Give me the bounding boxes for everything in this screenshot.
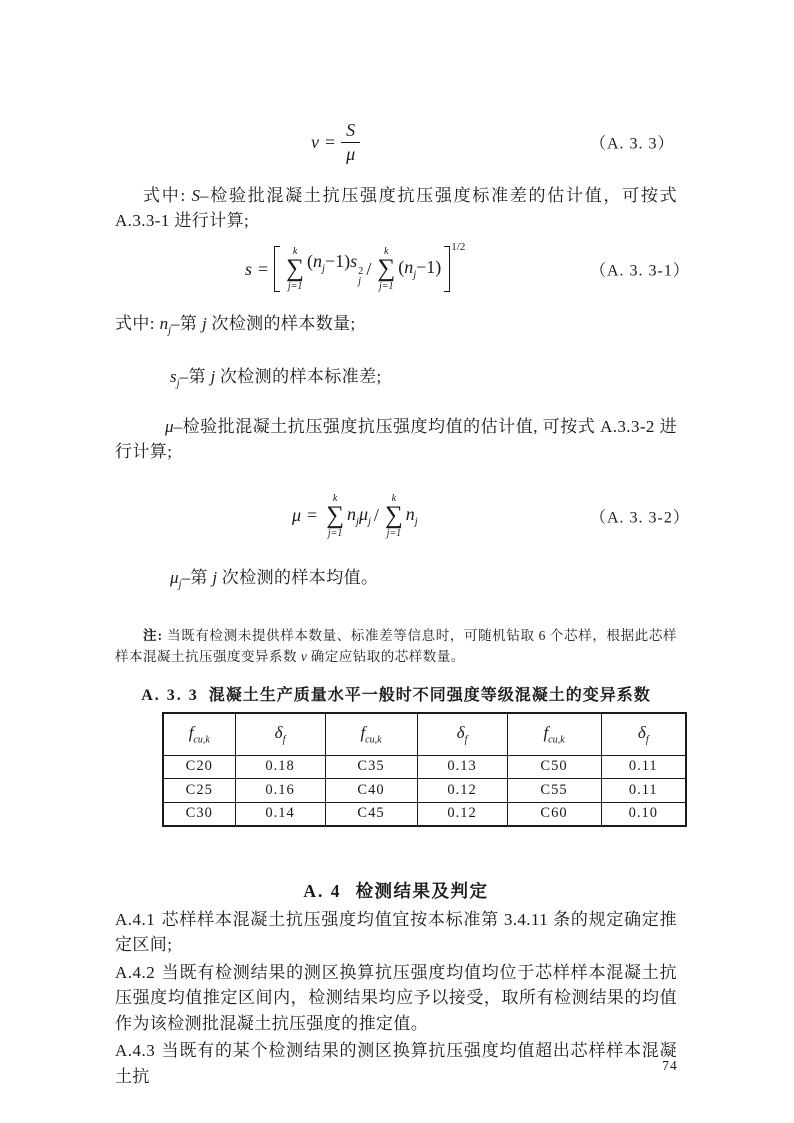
clause-number: A.4.1 — [115, 909, 156, 929]
sup-2: 2 — [358, 265, 364, 277]
sum-upper-limit: k — [384, 246, 389, 258]
sum-lower-limit: j=1 — [379, 280, 394, 292]
page-content — [115, 0, 690, 1089]
formula-a33 — [115, 116, 677, 168]
page-number: 74 — [662, 1058, 678, 1073]
cell-grade: C30 — [163, 802, 235, 826]
cell-grade: C25 — [163, 779, 235, 803]
formula-a331-expression — [245, 241, 466, 292]
var-mu: μ — [358, 503, 368, 524]
clause-number: A.4.3 — [115, 1041, 156, 1061]
clause-text: 当既有检测结果的测区换算抗压强度均值均位于芯样样本混凝土抗压强度均值推定区间内，检测结果均应予以接受，取所有检测结果的均值作为该检测批混凝土抗压强度的推定值。 — [115, 962, 677, 1033]
paren: ( — [307, 250, 313, 271]
section-heading-a4 — [115, 878, 677, 903]
var-j: j — [212, 567, 218, 587]
table-title — [115, 682, 677, 705]
s-definition-text: –检验批混凝土抗压强度抗压强度标准差的估计值，可按式 A.3.3-1 进行计算; — [115, 186, 677, 230]
cell-coefficient: 0.12 — [417, 779, 507, 803]
dash-di: –第 — [181, 567, 213, 587]
fraction — [341, 120, 360, 164]
term-2 — [398, 257, 441, 281]
formula-a331 — [115, 239, 690, 299]
sum-upper-limit: k — [391, 492, 397, 504]
equals-sign: = — [325, 131, 336, 152]
cell-grade: C45 — [325, 802, 417, 826]
cell-coefficient: 0.14 — [235, 802, 325, 826]
cell-coefficient: 0.16 — [235, 779, 325, 803]
term-1 — [307, 251, 363, 288]
table-title-text: 混凝土生产质量水平一般时不同强度等级混凝土的变异系数 — [208, 687, 651, 705]
sub-j: j — [176, 378, 180, 390]
paragraph-s-definition — [115, 183, 677, 233]
paragraph-mu-definition — [115, 414, 677, 464]
header-delta-f: $\delta_f$ — [235, 713, 325, 755]
table-row — [163, 802, 686, 826]
sigma-glyph: ∑ — [377, 255, 396, 283]
var-n: n — [405, 503, 415, 524]
term-1 — [347, 504, 371, 528]
shizhong-label: 式中: — [115, 314, 160, 333]
cell-coefficient: 0.11 — [601, 755, 686, 779]
sigma-glyph: ∑ — [384, 501, 403, 529]
cell-grade: C20 — [163, 755, 235, 779]
sum-lower-limit: j=1 — [327, 527, 343, 539]
minus-one: −1) — [324, 250, 351, 271]
equals-sign: = — [307, 505, 318, 526]
note-text-2: 确定应钻取的芯样数量。 — [306, 649, 465, 665]
table-header-row — [163, 713, 686, 755]
left-bracket — [274, 246, 280, 292]
var-n: n — [347, 503, 357, 524]
section-number: A. 4 — [303, 880, 342, 901]
sigma-glyph: ∑ — [286, 255, 304, 283]
formula-label-a331: （A. 3. 3-1） — [590, 262, 690, 280]
clause-a43 — [115, 1038, 677, 1089]
cell-coefficient: 0.13 — [417, 755, 507, 779]
formula-a332-expression — [292, 493, 418, 539]
header-fcuk: $f_{cu,k}$ — [163, 713, 235, 755]
sj-definition-text: 次检测的样本标准差; — [215, 367, 382, 387]
term-2 — [406, 504, 418, 528]
clause-text: 当既有的某个检测结果的测区换算抗压强度均值超出芯样样本混凝土抗 — [115, 1041, 677, 1086]
cell-grade: C55 — [507, 779, 601, 803]
table-row — [163, 779, 686, 803]
exponent-half: 1/2 — [451, 241, 466, 254]
equals-sign: = — [258, 258, 269, 279]
sum-symbol — [286, 246, 304, 292]
right-bracket — [444, 246, 450, 292]
cell-coefficient: 0.18 — [235, 755, 325, 779]
dash-di: –第 — [179, 367, 211, 387]
muj-definition-text: 次检测的样本均值。 — [217, 567, 379, 587]
table-row — [163, 755, 686, 779]
header-delta-f: $\delta_f$ — [417, 713, 507, 755]
note-text-1: 当既有检测未提供样本数量、标准差等信息时，可随机钻取 6 个芯样，根据此芯样样本混凝土抗压强度变异系数 — [115, 628, 678, 665]
var-s: s — [350, 250, 358, 271]
nj-definition-text: 次检测的样本数量; — [206, 314, 356, 333]
sub-j: j — [368, 516, 371, 528]
bracket-group — [274, 241, 466, 292]
var-s: s — [245, 258, 253, 279]
fraction-numerator: S — [341, 120, 360, 143]
var-mu: μ — [292, 505, 302, 526]
cell-grade: C60 — [507, 802, 601, 826]
note-label: 注: — [143, 628, 164, 644]
cell-grade: C40 — [325, 779, 417, 803]
paragraph-nj-definition — [115, 311, 677, 343]
sub-j: j — [168, 325, 171, 337]
cell-coefficient: 0.10 — [601, 802, 686, 826]
clause-a41 — [115, 907, 677, 958]
sub-j: j — [356, 516, 359, 528]
clause-number: A.4.2 — [115, 962, 156, 982]
sum-upper-limit: k — [292, 246, 298, 258]
header-delta-f: $\delta_f$ — [601, 713, 686, 755]
sum-symbol — [377, 246, 395, 292]
var-n: n — [313, 250, 322, 271]
sub-j: j — [414, 516, 418, 528]
var-mu: μ — [165, 416, 174, 436]
cell-grade: C50 — [507, 755, 601, 779]
formula-label-a33: （A. 3. 3） — [590, 135, 675, 153]
sub-j: j — [178, 579, 182, 591]
sub-j: j — [358, 276, 362, 287]
sum-lower-limit: j=1 — [386, 527, 402, 539]
sum-upper-limit: k — [332, 492, 338, 504]
var-mu: μ — [170, 567, 179, 587]
variation-coefficient-table — [162, 712, 687, 827]
minus-one: −1) — [416, 257, 442, 278]
clause-text: 芯样样本混凝土抗压强度均值宜按本标准第 3.4.11 条的规定确定推定区间; — [115, 909, 677, 955]
var-j: j — [210, 367, 216, 387]
formula-a33-expression — [311, 120, 360, 164]
sum-symbol — [385, 493, 403, 539]
paragraph-muj-definition — [115, 565, 677, 597]
var-v: v — [300, 649, 307, 665]
table-number: A. 3. 3 — [141, 687, 199, 705]
paragraph-sj-definition — [115, 364, 677, 396]
formula-label-a332: （A. 3. 3-2） — [590, 509, 690, 527]
divide-sign: / — [366, 258, 372, 279]
sub-j: j — [322, 263, 325, 275]
shizhong-label: 式中: — [143, 186, 192, 205]
header-fcuk: $f_{cu,k}$ — [325, 713, 417, 755]
note-paragraph — [115, 625, 677, 667]
fraction-denominator: μ — [346, 143, 356, 164]
clause-a42 — [115, 960, 677, 1037]
cell-coefficient: 0.11 — [601, 779, 686, 803]
var-s: s — [170, 367, 177, 387]
cell-grade: C35 — [325, 755, 417, 779]
var-n: n — [159, 314, 169, 333]
mu-definition-text: –检验批混凝土抗压强度抗压强度均值的估计值, 可按式 A.3.3-2 进行计算; — [115, 416, 677, 461]
cell-coefficient: 0.12 — [417, 802, 507, 826]
sum-lower-limit: j=1 — [287, 280, 303, 292]
var-S: S — [191, 186, 201, 205]
divide-sign: / — [373, 505, 379, 526]
sigma-glyph: ∑ — [326, 501, 345, 529]
section-heading-text: 检测结果及判定 — [355, 880, 489, 901]
var-j: j — [201, 314, 207, 333]
sub-j: j — [413, 269, 417, 281]
sum-symbol — [326, 493, 344, 539]
var-n: n — [404, 257, 414, 278]
var-v: v — [311, 131, 319, 152]
dash-di: –第 — [171, 314, 202, 333]
header-fcuk: $f_{cu,k}$ — [507, 713, 601, 755]
paren: ( — [398, 257, 405, 278]
formula-a332 — [115, 490, 690, 542]
